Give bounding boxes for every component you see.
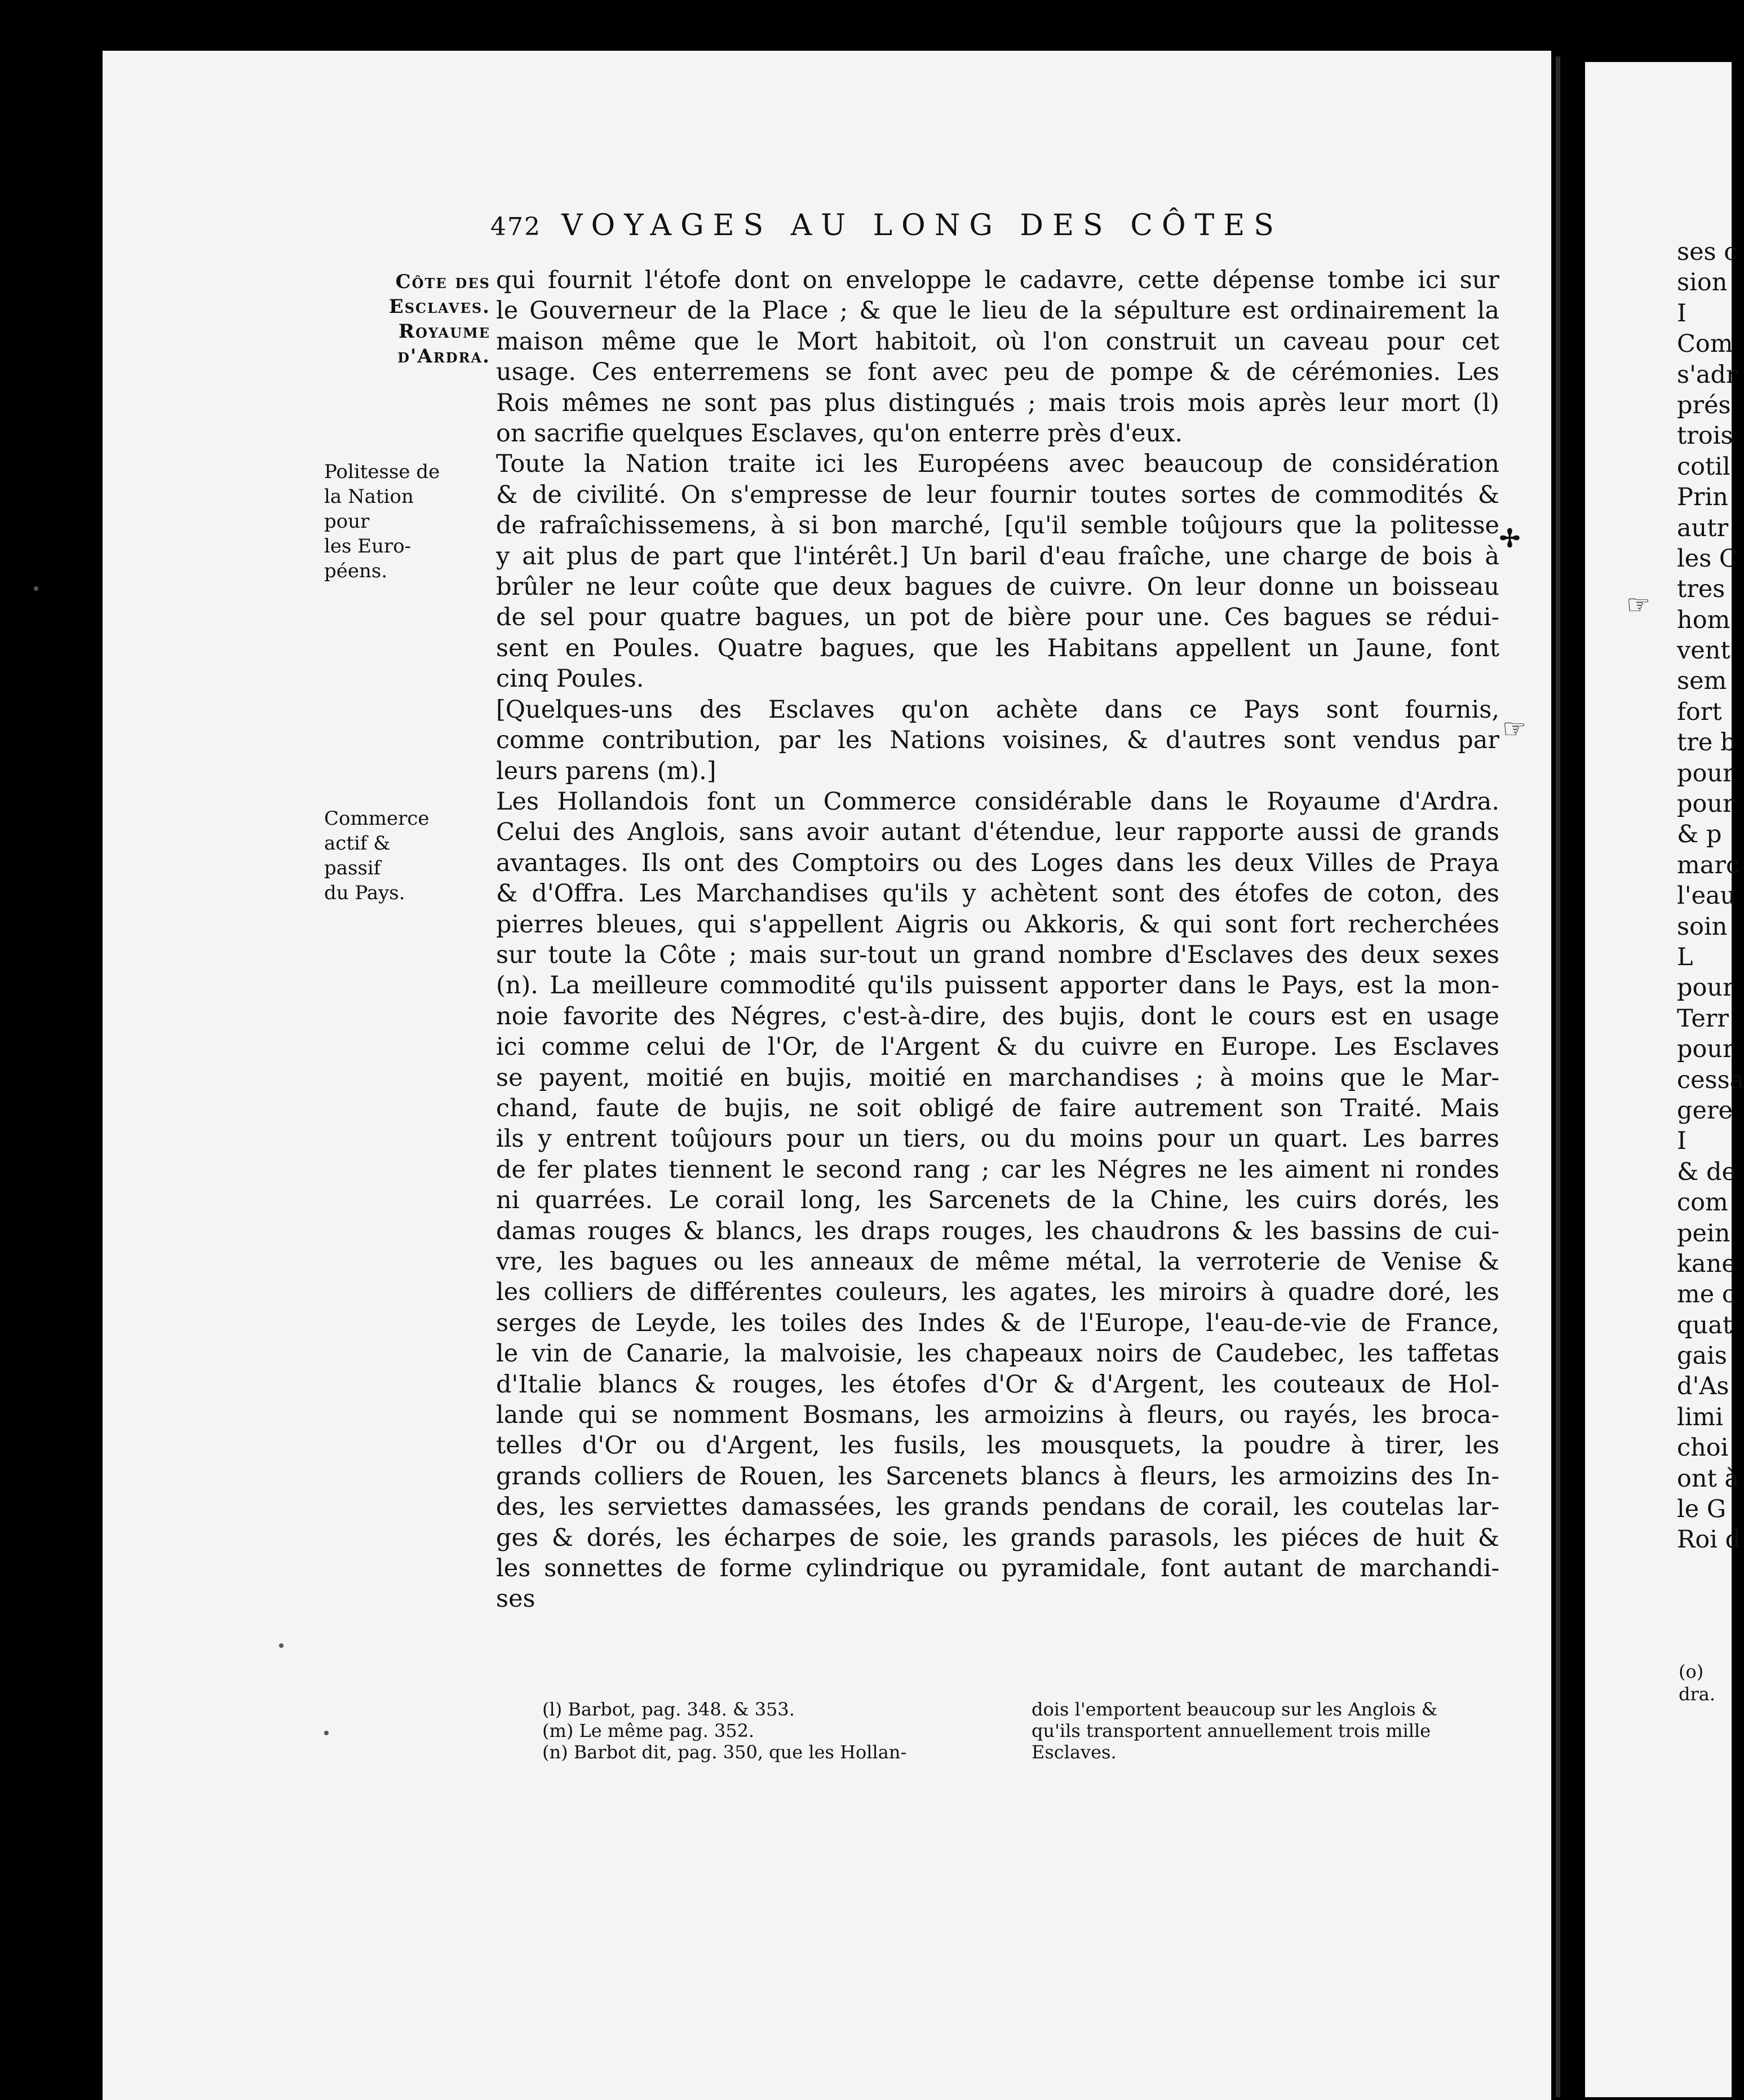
text-line: de sel pour quatre bagues, un pot de bière pour une. Ces bagues se rédui- (496, 603, 1499, 632)
sidenote-line: les Euro- (324, 535, 411, 558)
sidenote-line: Royaume (398, 320, 490, 343)
right-page-line: com (1677, 1188, 1728, 1217)
sidenote-commerce (324, 806, 445, 905)
right-page-line: limi (1677, 1403, 1724, 1431)
footnote-line: (l) Barbot, pag. 348. & 353. (542, 1699, 795, 1720)
right-page-line: l'eau (1677, 882, 1736, 910)
right-page-line: fort (1677, 697, 1722, 726)
right-page-line: me c (1677, 1280, 1736, 1309)
ink-speck (279, 1643, 284, 1648)
right-page-line: gere (1677, 1096, 1733, 1125)
right-page-line: pein (1677, 1219, 1730, 1248)
right-page-text (1677, 237, 1744, 1555)
text-line: telles d'Or ou d'Argent, les fusils, les mousquets, la poudre à tirer, les (496, 1431, 1499, 1460)
right-page-line: ses c (1677, 238, 1738, 266)
text-line: damas rouges & blancs, les draps rouges, les chaudrons & les bassins de cui- (496, 1217, 1499, 1245)
right-page-line: sion (1677, 268, 1728, 297)
text-line: chand, faute de bujis, ne soit obligé de faire autrement son Traité. Mais (496, 1094, 1499, 1122)
text-line: on sacrifie quelques Esclaves, qu'on enterre près d'eux. (496, 419, 1183, 448)
sidenote-line: Politesse de (324, 461, 440, 483)
text-line: maison même que le Mort habitoit, où l'on construit un caveau pour cet (496, 327, 1499, 356)
right-page-line: Prin (1677, 483, 1728, 512)
right-page-line: autr (1677, 514, 1729, 542)
text-line: lande qui se nomment Bosmans, les armoizins à fleurs, ou rayés, les broca- (496, 1401, 1499, 1430)
pointing-hand-icon: ☞ (1626, 589, 1651, 621)
right-page-line: d'As (1677, 1372, 1729, 1401)
text-line: y ait plus de part que l'intérêt.] Un baril d'eau fraîche, une charge de bois à (496, 542, 1499, 571)
right-page-line: hom (1677, 605, 1730, 634)
text-line: Rois mêmes ne sont pas plus distingués ; mais trois mois après leur mort (l) (496, 388, 1499, 417)
text-line: le Gouverneur de la Place ; & que le lieu de la sépulture est ordinairement la (496, 297, 1499, 325)
text-line: sent en Poules. Quatre bagues, que les Habitans appellent un Jaune, font (496, 634, 1499, 662)
right-page-line: gais (1677, 1342, 1727, 1370)
ink-speck (324, 1731, 329, 1735)
right-page-line: le G (1677, 1495, 1727, 1524)
text-line: Toute la Nation traite ici les Européens avec beaucoup de considération (496, 450, 1499, 479)
right-page-line: pour (1677, 759, 1734, 788)
text-line: leurs parens (m).] (496, 757, 716, 785)
text-line: se payent, moitié en bujis, moitié en marchandises ; à moins que le Mar- (496, 1063, 1499, 1092)
footnote-line: qu'ils transportent annuellement trois mille (1032, 1720, 1431, 1741)
right-page-line: les C (1677, 544, 1738, 573)
right-page-line: marc (1677, 851, 1740, 879)
footnote-line: (m) Le même pag. 352. (542, 1720, 755, 1741)
footnote-line: dra. (1679, 1683, 1716, 1705)
text-line: Les Hollandois font un Commerce considérable dans le Royaume d'Ardra. (496, 787, 1499, 816)
text-line: ni quarrées. Le corail long, les Sarcenets de la Chine, les cuirs dorés, les (496, 1186, 1499, 1215)
pointing-hand-icon: ☞ (1502, 713, 1527, 745)
text-line: de rafraîchissemens, à si bon marché, [qu'il semble toûjours que la politesse (496, 511, 1499, 540)
footnote-line: Esclaves. (1032, 1741, 1117, 1763)
right-page-line: pour (1677, 974, 1734, 1002)
text-line: vre, les bagues ou les anneaux de même métal, la verroterie de Venise & (496, 1248, 1499, 1276)
text-line: [Quelques-uns des Esclaves qu'on achète dans ce Pays sont fournis, (496, 695, 1499, 724)
right-page-line: pour (1677, 1035, 1734, 1064)
right-page-footnote (1679, 1660, 1715, 1705)
right-page-line: trois (1677, 422, 1733, 450)
text-line: avantages. Ils ont des Comptoirs ou des Loges dans les deux Villes de Praya (496, 848, 1499, 877)
right-page-line: tres (1677, 575, 1725, 604)
sidenote-line: actif & passif (324, 832, 391, 879)
text-line: ges & dorés, les écharpes de soie, les grands parasols, les piéces de huit & (496, 1523, 1499, 1552)
right-page-line: soin (1677, 912, 1728, 941)
footnotes-right (1032, 1699, 1499, 1763)
text-line: & de civilité. On s'empresse de leur fournir toutes sortes de commodités & (496, 480, 1499, 509)
page-number: 472 (490, 213, 541, 241)
right-page-line: cessa (1677, 1066, 1744, 1094)
right-page-line: kane (1677, 1249, 1736, 1278)
right-page-line: I (1677, 1127, 1687, 1156)
text-line: ici comme celui de l'Or, de l'Argent & du cuivre en Europe. Les Esclaves (496, 1033, 1499, 1062)
text-line: Celui des Anglois, sans avoir autant d'étendue, leur rapporte aussi de grands (496, 818, 1499, 847)
text-line: noie favorite des Négres, c'est-à-dire, des bujis, dont le cours est en usage (496, 1002, 1499, 1031)
text-line: les sonnettes de forme cylindrique ou pyramidale, font autant de marchandi- (496, 1554, 1499, 1583)
sidenote-line: du Pays. (324, 882, 405, 904)
text-line: ses (496, 1585, 535, 1613)
text-line: usage. Ces enterremens se font avec peu de pompe & de cérémonies. Les (496, 358, 1499, 387)
sidenote-line: Esclaves. (388, 295, 490, 318)
right-page-line: Com (1677, 330, 1733, 359)
right-page-line: cotil (1677, 452, 1730, 481)
right-page-line: pour (1677, 790, 1734, 819)
right-page-line: vent (1677, 636, 1730, 665)
right-page-line: prés (1677, 391, 1731, 419)
sidenote-line: la Nation pour (324, 485, 414, 533)
right-page-line: s'adr (1677, 360, 1738, 389)
text-line: le vin de Canarie, la malvoisie, les chapeaux noirs de Caudebec, les taffetas (496, 1339, 1499, 1368)
text-line: (n). La meilleure commodité qu'ils puissent apporter dans le Pays, est la mon- (496, 971, 1499, 1000)
text-line: serges de Leyde, les toiles des Indes & de l'Europe, l'eau-de-vie de France, (496, 1308, 1499, 1337)
footnote-line: (n) Barbot dit, pag. 350, que les Hollan- (542, 1741, 907, 1763)
text-line: comme contribution, par les Nations voisines, & d'autres sont vendus par (496, 726, 1499, 755)
page-title: VOYAGES AU LONG DES CÔTES (561, 209, 1283, 242)
right-page-line: ont à (1677, 1464, 1739, 1493)
text-line: & d'Offra. Les Marchandises qu'ils y achètent sont des étofes de coton, des (496, 879, 1499, 908)
sidenote-line: Côte des (395, 271, 490, 293)
right-page-line: Roi d (1677, 1526, 1741, 1554)
right-page-line: L (1677, 943, 1693, 971)
right-page-line: I (1677, 299, 1687, 328)
sidenote-line: d'Ardra. (397, 345, 490, 368)
text-line: ils y entrent toûjours pour un tiers, ou du moins pour un quart. Les barres (496, 1125, 1499, 1153)
page-gutter (1556, 56, 1560, 2097)
text-line: grands colliers de Rouen, les Sarcenets blancs à fleurs, les armoizins des In- (496, 1462, 1499, 1491)
right-page-line: Terr (1677, 1004, 1729, 1033)
text-line: sur toute la Côte ; mais sur-tout un grand nombre d'Esclaves des deux sexes (496, 940, 1499, 969)
sidenote-cote-des-esclaves (327, 269, 490, 369)
footnote-line: dois l'emportent beaucoup sur les Anglois & (1032, 1699, 1438, 1720)
right-page-line: sem (1677, 667, 1727, 696)
sidenote-line: péens. (324, 560, 388, 582)
sidenote-politesse (324, 459, 445, 583)
text-line: qui fournit l'étofe dont on enveloppe le cadavre, cette dépense tombe ici sur (496, 266, 1499, 294)
right-page-line: & p (1677, 820, 1722, 849)
text-line: pierres bleues, qui s'appellent Aigris ou Akkoris, & qui sont fort recherchées (496, 910, 1499, 939)
main-text (496, 265, 1499, 1615)
right-page-line: choi (1677, 1434, 1729, 1462)
cross-marker-icon: ✢ (1499, 524, 1520, 553)
text-line: brûler ne leur coûte que deux bagues de cuivre. On leur donne un boisseau (496, 573, 1499, 602)
sidenote-line: Commerce (324, 807, 430, 830)
text-line: des, les serviettes damassées, les grands pendans de corail, les coutelas lar- (496, 1493, 1499, 1522)
footnotes-left (542, 1699, 993, 1763)
ink-speck (34, 586, 38, 591)
right-page-line: tre b (1677, 728, 1736, 757)
text-line: d'Italie blancs & rouges, les étofes d'Or & d'Argent, les couteaux de Hol- (496, 1370, 1499, 1399)
text-line: de fer plates tiennent le second rang ; car les Négres ne les aiment ni rondes (496, 1155, 1499, 1184)
text-line: les colliers de différentes couleurs, les agates, les miroirs à quadre doré, les (496, 1278, 1499, 1307)
right-page-line: & de (1677, 1157, 1736, 1186)
right-page-line: quat (1677, 1311, 1733, 1339)
text-line: cinq Poules. (496, 665, 644, 693)
running-head (490, 209, 1404, 242)
footnote-line: (o) (1679, 1661, 1704, 1682)
